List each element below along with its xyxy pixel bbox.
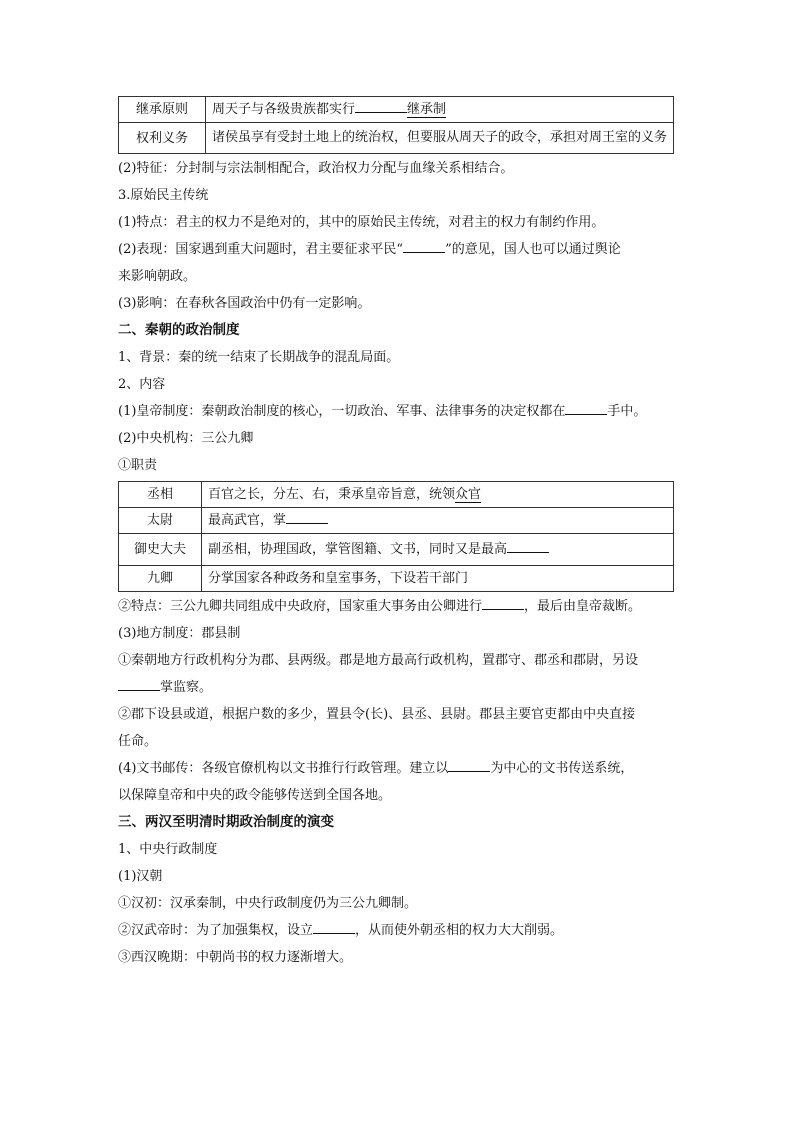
paragraph: (3)地方制度：郡县制 bbox=[118, 626, 241, 641]
table-row bbox=[119, 508, 674, 534]
cell-text: 诸侯虽享有受封土地上的统治权，但要服从周天子的政令，承担对周王室的义务 bbox=[206, 123, 674, 154]
cell-label: 御史大夫 bbox=[119, 534, 202, 566]
fill-blank[interactable] bbox=[403, 238, 445, 253]
cell-text: 副丞相，协理国政，掌管图籍、文书，同时又是最高 bbox=[202, 534, 674, 566]
table-row bbox=[119, 534, 674, 566]
paragraph: 1、中央行政制度 bbox=[118, 842, 218, 857]
sangong-table bbox=[118, 481, 674, 592]
cell-label: 丞相 bbox=[119, 482, 202, 508]
paragraph: 2、内容 bbox=[118, 377, 166, 392]
cell-label: 九卿 bbox=[119, 566, 202, 592]
paragraph: 任命。 bbox=[118, 734, 158, 749]
paragraph: (1)汉朝 bbox=[118, 869, 163, 884]
paragraph: ①汉初：汉承秦制，中央行政制度仍为三公九卿制。 bbox=[118, 896, 418, 911]
cell-text: 百官之长，分左、右，秉承皇帝旨意，统领众官 bbox=[202, 482, 674, 508]
zongfa-table bbox=[118, 96, 674, 154]
paragraph: 掌监察。 bbox=[118, 674, 678, 701]
fill-blank[interactable] bbox=[482, 595, 524, 610]
cell-text: 最高武官，掌 bbox=[202, 508, 674, 534]
paragraph: ②特点：三公九卿共同组成中央政府，国家重大事务由公卿进行 ，最后由皇帝裁断。 bbox=[118, 593, 678, 620]
paragraph: 3.原始民主传统 bbox=[118, 188, 209, 203]
paragraph: ①秦朝地方行政机构分为郡、县两级。郡是地方最高行政机构，置郡守、郡丞和郡尉，另设 bbox=[118, 653, 639, 668]
paragraph: (4)文书邮传：各级官僚机构以文书推行行政管理。建立以 为中心的文书传送系统， bbox=[118, 755, 678, 782]
paragraph: ③西汉晚期：中朝尚书的权力逐渐增大。 bbox=[118, 950, 353, 965]
paragraph: 以保障皇帝和中央的政令能够传送到全国各地。 bbox=[118, 788, 392, 803]
cell-text: 周天子与各级贵族都实行 继承制 bbox=[206, 97, 674, 123]
fill-blank[interactable] bbox=[448, 757, 490, 772]
paragraph: 1、背景：秦的统一结束了长期战争的混乱局面。 bbox=[118, 350, 400, 365]
table-row bbox=[119, 482, 674, 508]
paragraph: ①职责 bbox=[118, 458, 158, 473]
paragraph: 来影响朝政。 bbox=[118, 269, 197, 284]
fill-blank[interactable] bbox=[313, 919, 355, 934]
paragraph: (3)影响：在春秋各国政治中仍有一定影响。 bbox=[118, 296, 371, 311]
paragraph: (1)特点：君主的权力不是绝对的，其中的原始民主传统，对君主的权力有制约作用。 bbox=[118, 215, 605, 230]
cell-text: 分掌国家各种政务和皇室事务，下设若干部门 bbox=[202, 566, 674, 592]
section-heading: 二、秦朝的政治制度 bbox=[118, 322, 240, 338]
fill-blank[interactable] bbox=[507, 538, 549, 553]
cell-label: 权利义务 bbox=[119, 123, 206, 154]
paragraph: (1)皇帝制度：秦朝政治制度的核心，一切政治、军事、法律事务的决定权都在 手中。 bbox=[118, 398, 678, 425]
paragraph: (2)表现：国家遇到重大问题时，君主要征求平民“ ”的意见，国人也可以通过舆论 bbox=[118, 236, 678, 263]
document-page bbox=[118, 96, 678, 971]
section-heading: 三、两汉至明清时期政治制度的演变 bbox=[118, 814, 334, 830]
paragraph: ②汉武帝时：为了加强集权，设立 ，从而使外朝丞相的权力大大削弱。 bbox=[118, 917, 678, 944]
cell-label: 太尉 bbox=[119, 508, 202, 534]
paragraph: (2)特征：分封制与宗法制相配合，政治权力分配与血缘关系相结合。 bbox=[118, 161, 514, 176]
cell-label: 继承原则 bbox=[119, 97, 206, 123]
fill-blank[interactable] bbox=[118, 676, 160, 691]
paragraph: ②郡下设县或道，根据户数的多少，置县令(长)、县丞、县尉。郡县主要官吏都由中央直接 bbox=[118, 707, 636, 722]
paragraph: (2)中央机构：三公九卿 bbox=[118, 431, 254, 446]
fill-blank[interactable] bbox=[355, 98, 407, 113]
table-row bbox=[119, 566, 674, 592]
table-row bbox=[119, 97, 674, 123]
fill-blank[interactable] bbox=[565, 400, 607, 415]
table-row bbox=[119, 123, 674, 154]
fill-blank[interactable] bbox=[286, 509, 328, 524]
